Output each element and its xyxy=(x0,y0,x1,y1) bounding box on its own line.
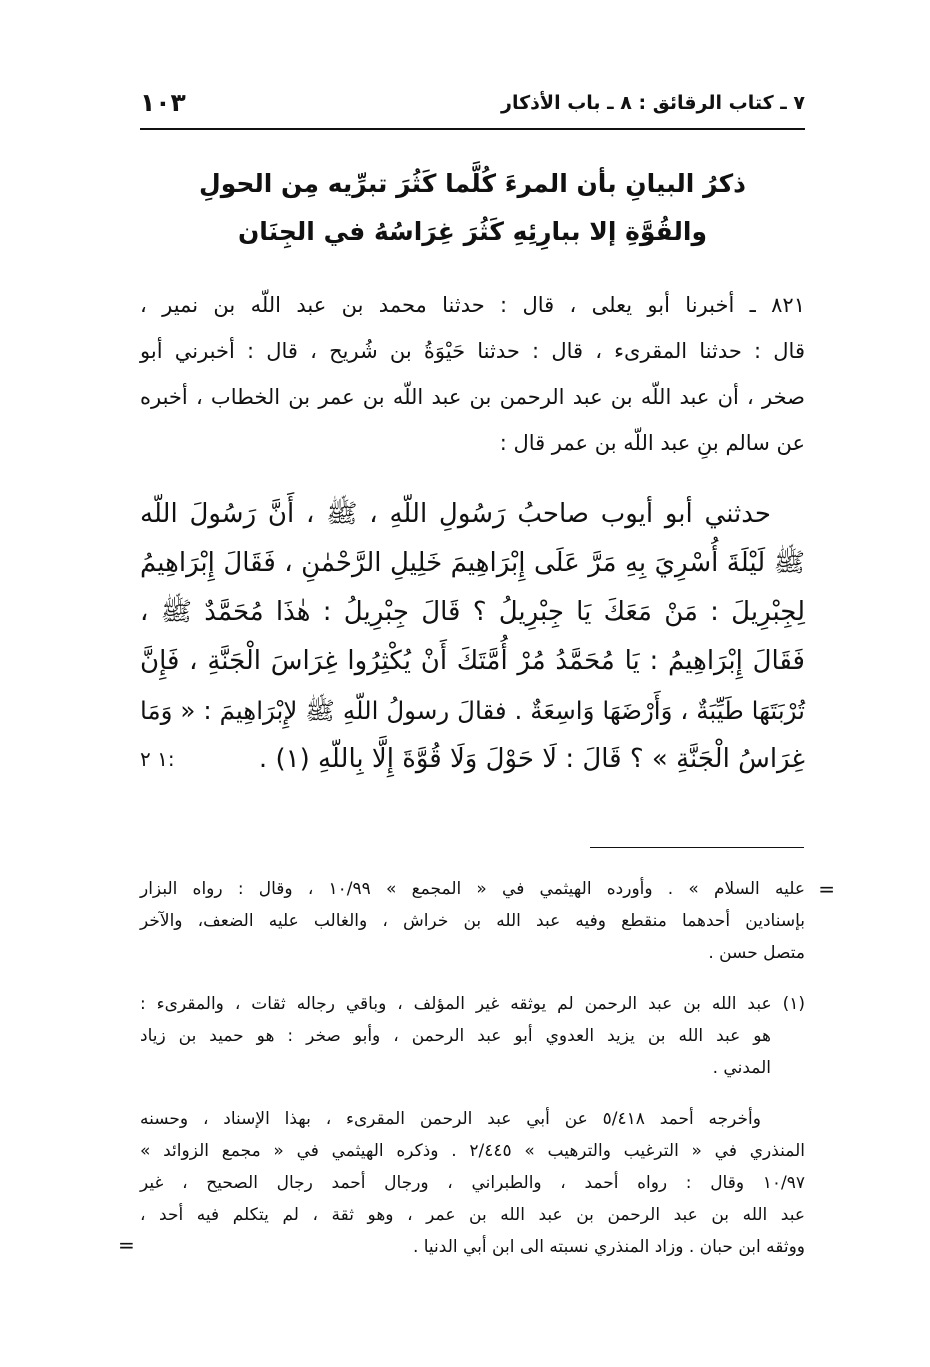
footnote-line: (١) عبد الله بن عبد الرحمن لم يوثقه غير المؤلف ، وباقي رجاله ثقات ، والمقرىء : xyxy=(140,994,805,1014)
isnad-line: قال : حدثنا المقرىء ، قال : حدثنا حَيْوَةُ بن شُريح ، قال : أخبرني أبو xyxy=(140,339,805,363)
chapter-heading-line: ذكرُ البيانِ بأن المرءَ كُلَّما كَثُرَ تبرِّيه مِن الحولِ xyxy=(199,169,746,198)
matn-line: لِجِبْرِيلَ : مَنْ مَعَكَ يَا جِبْرِيلُ ؟ قَالَ جِبْرِيلُ : هٰذَا مُحَمَّدٌ ﷺ ، xyxy=(140,597,805,627)
hadith-matn xyxy=(140,490,805,784)
footnote-line: المدني . xyxy=(712,1058,771,1078)
footnote-1-continuation xyxy=(118,1103,805,1263)
matn-line: تُرْبَتَهَا طَيِّبَةٌ ، وَأَرْضَهَا وَاسِعَةٌ . فقالَ رسولُ اللّهِ ﷺ لإِبْرَاهِيمَ : « وَمَا xyxy=(140,696,805,725)
footnote-line: وأخرجه أحمد ٥/٤١٨ عن أبي عبد الرحمن المقرىء ، بهذا الإسناد ، وحسنه xyxy=(140,1109,761,1129)
matn-line: غِرَاسُ الْجَنَّةِ » ؟ قَالَ : لَا حَوْلَ وَلَا قُوَّةَ إِلَّا بِاللّهِ (١) . xyxy=(258,744,805,774)
footnote-continued xyxy=(140,873,835,969)
hadith-isnad xyxy=(140,282,805,466)
footnote-line: ووثقه ابن حبان . وزاد المنذري نسبته الى ابن أبي الدنيا . xyxy=(412,1237,805,1257)
footnote-rule xyxy=(590,847,804,848)
matn-line: فَقَالَ إِبْرَاهِيمُ : يَا مُحَمَّدُ مُرْ أُمَّتَكَ أَنْ يُكْثِرُوا غِرَاسَ الْجَنَّةِ ، فَإِنَّ xyxy=(140,646,805,676)
matn-line: ﷺ لَيْلَةَ أُسْرِيَ بِهِ مَرَّ عَلَى إِبْرَاهِيمَ خَلِيلِ الرَّحْمٰنِ ، فَقَالَ إِبْرَاهِيمُ xyxy=(140,548,805,578)
end-continuation-mark: = xyxy=(118,1233,135,1257)
footnote-line: عليه السلام » . وأورده الهيثمي في « المجمع » ١٠/٩٩ ، وقال : رواه البزار xyxy=(140,879,805,899)
matn-line: حدثني أبو أيوب صاحبُ رَسُولِ اللّهِ ، ﷺ ، أَنَّ رَسُولَ اللّه xyxy=(140,499,771,529)
isnad-line: ٨٢١ ـ أخبرنا أبو يعلى ، قال : حدثنا محمد بن عبد اللّه بن نمير ، xyxy=(140,293,805,317)
side-reference: ١ ٢: xyxy=(140,747,175,771)
footnote-line: متصل حسن . xyxy=(708,943,805,963)
footnote-line: المنذري في « الترغيب والترهيب » ٢/٤٤٥ . وذكره الهيثمي في « مجمع الزوائد » xyxy=(140,1141,805,1161)
matn-last-line xyxy=(140,735,805,784)
footnote-line: هو عبد الله بن يزيد العدوي أبو عبد الرحمن ، وأبو صخر : هو حميد بن زياد xyxy=(140,1026,771,1046)
chapter-heading-line: والقُوَّةِ إلا ببارِئِهِ كَثُرَ غِرَاسُهُ في الجِنَان xyxy=(237,217,708,246)
isnad-line: عن سالم بنِ عبد اللّه بن عمر قال : xyxy=(499,431,805,455)
page-number: ١٠٣ xyxy=(140,88,186,117)
header-rule xyxy=(140,128,805,130)
chapter-heading xyxy=(140,160,805,256)
running-header xyxy=(140,88,805,128)
running-title: ٧ ـ كتاب الرقائق : ٨ ـ باب الأذكار xyxy=(501,92,805,114)
isnad-line: صخر ، أن عبد اللّه بن عبد الرحمن بن عبد اللّه بن عمر بن الخطاب ، أخبره xyxy=(140,385,805,409)
footnote-1 xyxy=(140,988,805,1084)
footnote-line: ١٠/٩٧ وقال : رواه أحمد ، والطبراني ، ورجال أحمد رجال الصحيح ، غير xyxy=(140,1173,805,1193)
footnote-line: بإسنادين أحدهما منقطع وفيه عبد الله بن خراش ، والغالب عليه الضعف، والآخر xyxy=(140,911,805,931)
footnote-line: عبد الله بن عبد الرحمن بن عبد الله بن عمر ، وهو ثقة ، لم يتكلم فيه أحد ، xyxy=(140,1205,805,1225)
continuation-mark: = xyxy=(818,877,835,901)
